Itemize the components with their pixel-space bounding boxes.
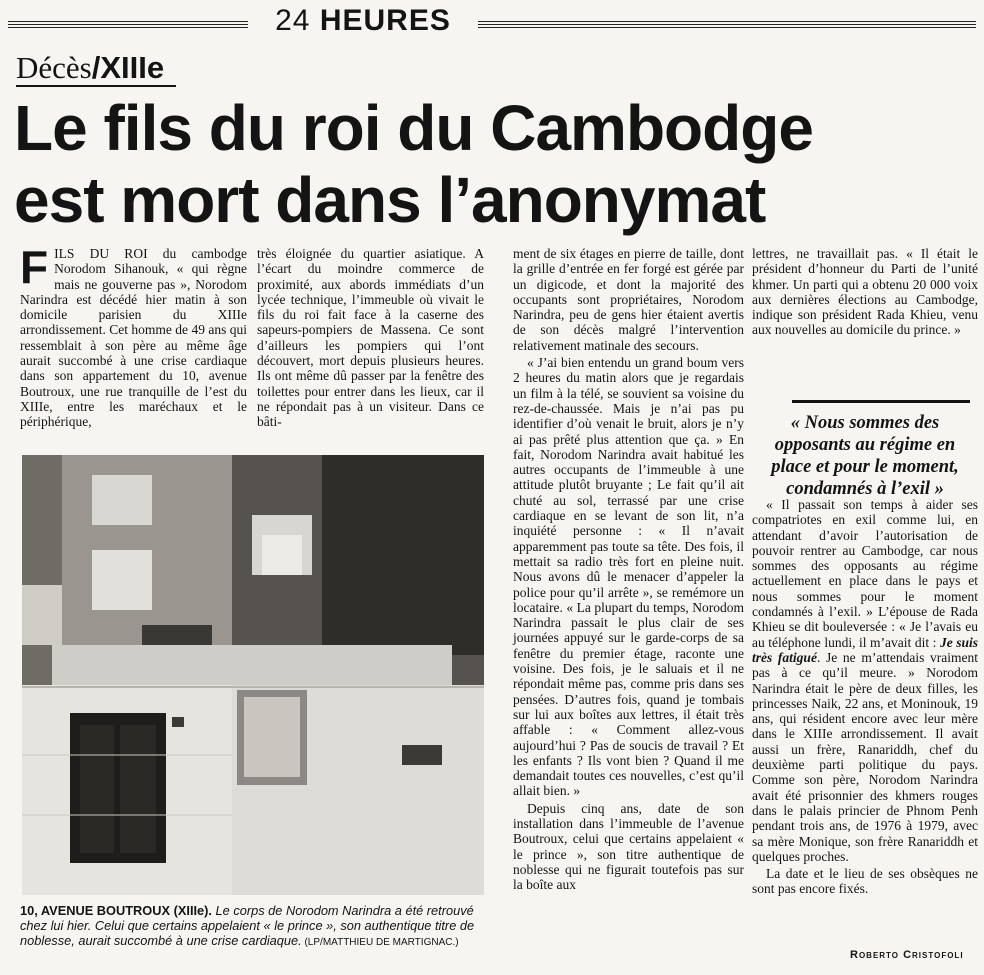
column-3-paragraph-2: « J’ai bien entendu un grand boum vers 2 heures du matin alors que je regardais un film à la télé, se souvient sa voisine du rez-de-chaussée. Mais je n’ai pas pu identifier d’où venait le bruit, alors je n’y ai pas prêté plus attention que ça. » En fait, Norodom Narindra avait habitué les autres occupants de l’immeuble à une attitude plutôt bruyante ; Le fait qu’il ait chuté au sol, terrassé par une crise cardiaque en se levant de son lit, n’a inquiété personne : « Il n’avait apparemment pas toute sa tête. Des fois, il mettait sa radio très fort en pleine nuit. Nous avons dû le menacer d’appeler la police pour qu’il arrête », se remémore un locataire. « La plupart du temps, Norodom Narindra passait le plus clair de ses journées appuyé sur le garde-corps de sa fenêtre du premier étage, raconte une voisine. Des fois, je le saluais et il ne répondait même pas, comme pris dans ses pensées. D’autres fois, quand je tombais sur lui aux boîtes aux lettres, il était très affable : « Comment allez-vous aujourd’hui ? Pas de soucis de travail ? Et les enfants ? Ils vont bien ? Quand il me demandait toutes ces nouvelles, c’est qu’il allait bien. » — [513, 355, 744, 799]
pullquote-rule — [792, 400, 970, 403]
lead-caps: ILS DU ROI — [54, 246, 148, 261]
rubric — [16, 50, 164, 86]
column-4-paragraph-2: La date et le lieu de ses obsèques ne sont pas encore fixés. — [752, 866, 978, 897]
column-3-paragraph-3: Depuis cinq ans, date de son installation dans l’immeuble de l’avenue Boutroux, celui que certains appelaient « le prince », son titre authentique de noblesse qui ne figurait toutefois pas sur la boîte aux — [513, 800, 744, 893]
headline — [14, 92, 974, 236]
column-3-paragraph-1: ment de six étages en pierre de taille, dont la grille d’entrée en fer forgé est gérée par un digicode, et dont la majorité des occupants sont propriétaires, Norodom Narindra, peu de gens hier étaient avertis de son décès malgré l’intervention relativement matinale des secours. — [513, 246, 744, 353]
masthead-rule-left — [8, 21, 248, 28]
column-4-paragraph-1 — [752, 497, 978, 864]
caption-credit: (LP/MATTHIEU DE MARTIGNAC.) — [301, 937, 459, 948]
headline-line-1: Le fils du roi du Cambodge — [14, 92, 813, 164]
building-photo — [22, 455, 484, 895]
column-4-top-text: lettres, ne travaillait pas. « Il était le président d’honneur du Parti de l’unité khmer. Un parti qui a obtenu 20 000 voix aux dernières élections au Cambodge, indique son président Rada Khieu, venu aux nouvelles au domicile du prince. » — [752, 246, 978, 338]
article-column-1 — [20, 241, 247, 432]
column-4-paragraph-1-start: « Il passait son temps à aider ses compatriotes en exil comme lui, en attendant d’avoir l’autorisation de pouvoir rentrer au Cambodge, car nous sommes des opposants au régime actuellement en place dans le pays et nous sommes pour le moment condamnés à l’exil. » L’épouse de Rada Khieu se dit bouleversée : « Je l’avais eu au téléphone lundi, il m’avait dit : — [752, 497, 978, 650]
masthead-rule-right — [478, 21, 976, 28]
rubric-separator: / — [91, 50, 101, 85]
pullquote: « Nous sommes des opposants au régime en place et pour le moment, condamnés à l’exil » — [771, 413, 959, 499]
masthead — [0, 4, 984, 38]
author-signature: Roberto Cristofoli — [850, 949, 964, 961]
column-2-text: très éloignée du quartier asiatique. A l’écart du moindre commerce de proximité, aux abords immédiats d’un lycée technique, l’immeuble où vivait le fils du roi fait face à la caserne des sapeurs-pompiers de Massena. Ce sont d’ailleurs les pompiers qui l’ont découvert, mort depuis plusieurs heures. Ils ont même dû passer par la fenêtre des toilettes pour entrer dans les lieux, car il ne répondait pas à un visiteur. Dans ce bâti- — [257, 246, 484, 430]
caption-text: Le corps de Norodom Narindra a été retrouvé chez lui hier. Celui que certains appelaient « le prince », son authentique titre de noblesse, aurait succombé à une crise cardiaque. — [20, 903, 475, 948]
headline-line-2: est mort dans l’anonymat — [14, 164, 766, 236]
article-column-2 — [257, 246, 484, 432]
masthead-title — [258, 4, 468, 38]
rubric-underline — [16, 85, 176, 87]
article-column-4-bottom — [752, 497, 978, 899]
quote-emphasis: Je suis très fatigué — [752, 634, 978, 665]
drop-cap: F — [20, 241, 49, 293]
masthead-name: HEURES — [319, 4, 451, 37]
rubric-section: Décès — [16, 50, 92, 85]
column-1-text: du cambodge Norodom Sihanouk, « qui règne mais ne gouverne pas », Norodom Narindra est décédé hier matin à son domicile parisien du XIIIe arrondissement. Cet homme de 49 ans qui ressemblait à son père au même âge aurait succombé à une crise cardiaque dans son appartement du 10, avenue Boutroux, une rue tranquille de l’est du XIIIe, entre les maréchaux et le périphérique, — [20, 246, 247, 430]
caption-heading: 10, AVENUE BOUTROUX (XIIIe). — [20, 903, 212, 918]
building-illustration — [22, 455, 484, 895]
photo-caption — [20, 903, 488, 950]
masthead-number: 24 — [275, 4, 311, 37]
article-column-3 — [513, 246, 744, 894]
column-4-paragraph-1-end: . Je ne m’attendais vraiment pas à ce qu’il meure. » Norodom Narindra était le père de deux filles, les princesses Naik, 22 ans, et Moninouk, 19 ans, qui résident encore avec leur mère dans le XIIIe arrondissement. Il avait aussi un frère, Ranariddh, chef du deuxième parti politique du pays. Comme son père, Norodom Narindra avait été prisonnier des khmers rouges dans le palais princier de Phnom Penh pendant trois ans, de 1976 à 1979, avec sa mère Monique, son frère Ranariddh et quelques proches. — [752, 649, 978, 864]
article-column-4-top — [752, 246, 978, 340]
rubric-arrondissement: XIIIe — [100, 50, 165, 85]
